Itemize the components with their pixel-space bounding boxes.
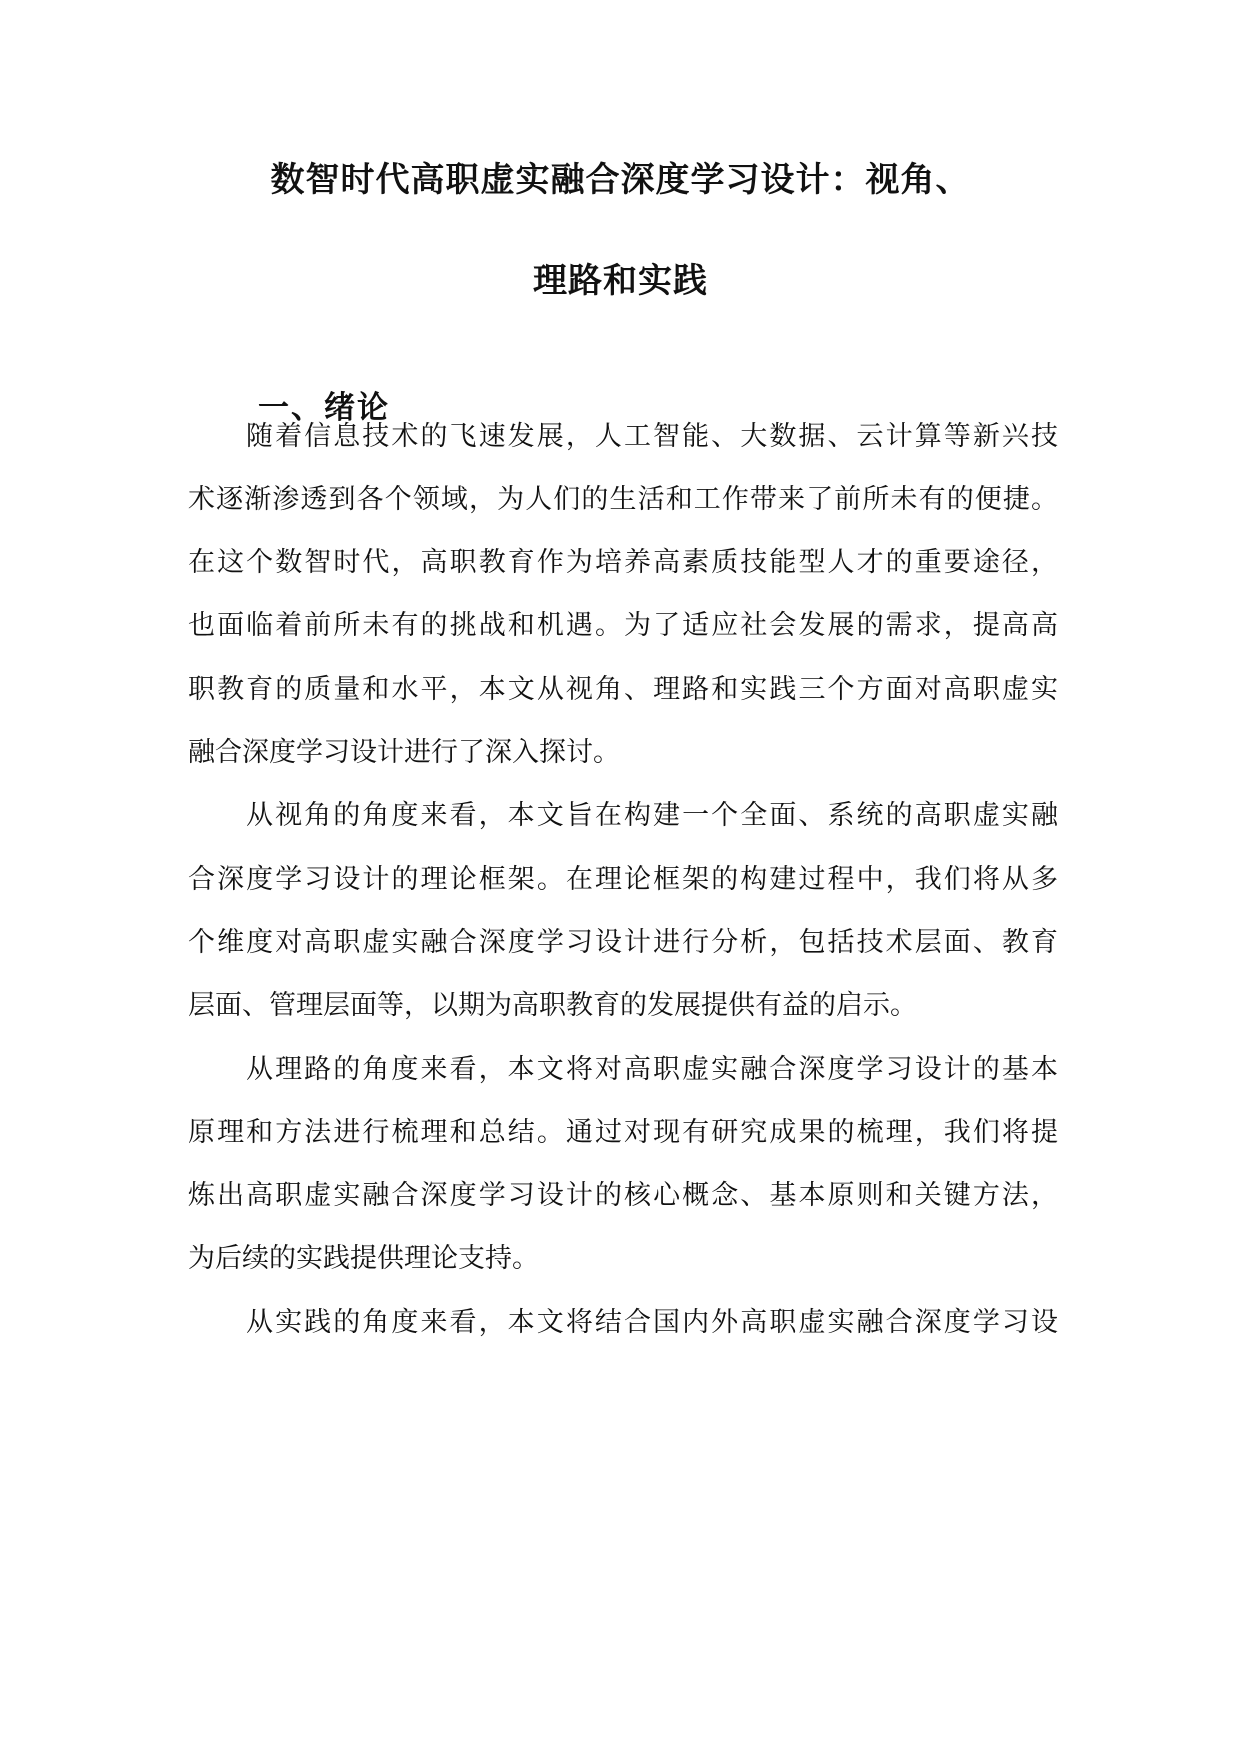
paragraph-2-line-1: 从视角的角度来看，本文旨在构建一个全面、系统的高职虚实融 — [246, 800, 1058, 831]
paragraph-2-line-3: 个维度对高职虚实融合深度学习设计进行分析，包括技术层面、教育 — [188, 927, 1058, 958]
paragraph-2-line-2: 合深度学习设计的理论框架。在理论框架的构建过程中，我们将从多 — [188, 864, 1058, 895]
paragraph-3-line-1: 从理路的角度来看，本文将对高职虚实融合深度学习设计的基本 — [246, 1054, 1058, 1085]
paragraph-3-line-2: 原理和方法进行梳理和总结。通过对现有研究成果的梳理，我们将提 — [188, 1117, 1058, 1148]
document-title-line-2: 理路和实践 — [533, 261, 708, 301]
paragraph-1-line-4: 也面临着前所未有的挑战和机遇。为了适应社会发展的需求，提高高 — [188, 610, 1058, 641]
paragraph-1-line-3: 在这个数智时代，高职教育作为培养高素质技能型人才的重要途径， — [188, 547, 1058, 578]
paragraph-3-line-3: 炼出高职虚实融合深度学习设计的核心概念、基本原则和关键方法， — [188, 1180, 1058, 1211]
paragraph-4-line-1: 从实践的角度来看，本文将结合国内外高职虚实融合深度学习设 — [246, 1307, 1058, 1338]
section-heading: 一、绪论 — [258, 390, 390, 426]
paragraph-1-line-6: 融合深度学习设计进行了深入探讨。 — [188, 737, 620, 768]
document-title-line-1: 数智时代高职虚实融合深度学习设计：视角、 — [270, 160, 971, 200]
paragraph-1-line-1: 随着信息技术的飞速发展，人工智能、大数据、云计算等新兴技 — [246, 421, 1058, 452]
paragraph-2-line-4: 层面、管理层面等，以期为高职教育的发展提供有益的启示。 — [188, 990, 917, 1021]
paragraph-1-line-5: 职教育的质量和水平，本文从视角、理路和实践三个方面对高职虚实 — [188, 674, 1058, 705]
paragraph-1-line-2: 术逐渐渗透到各个领域，为人们的生活和工作带来了前所未有的便捷。 — [188, 484, 1058, 515]
paragraph-3-line-4: 为后续的实践提供理论支持。 — [188, 1243, 539, 1274]
